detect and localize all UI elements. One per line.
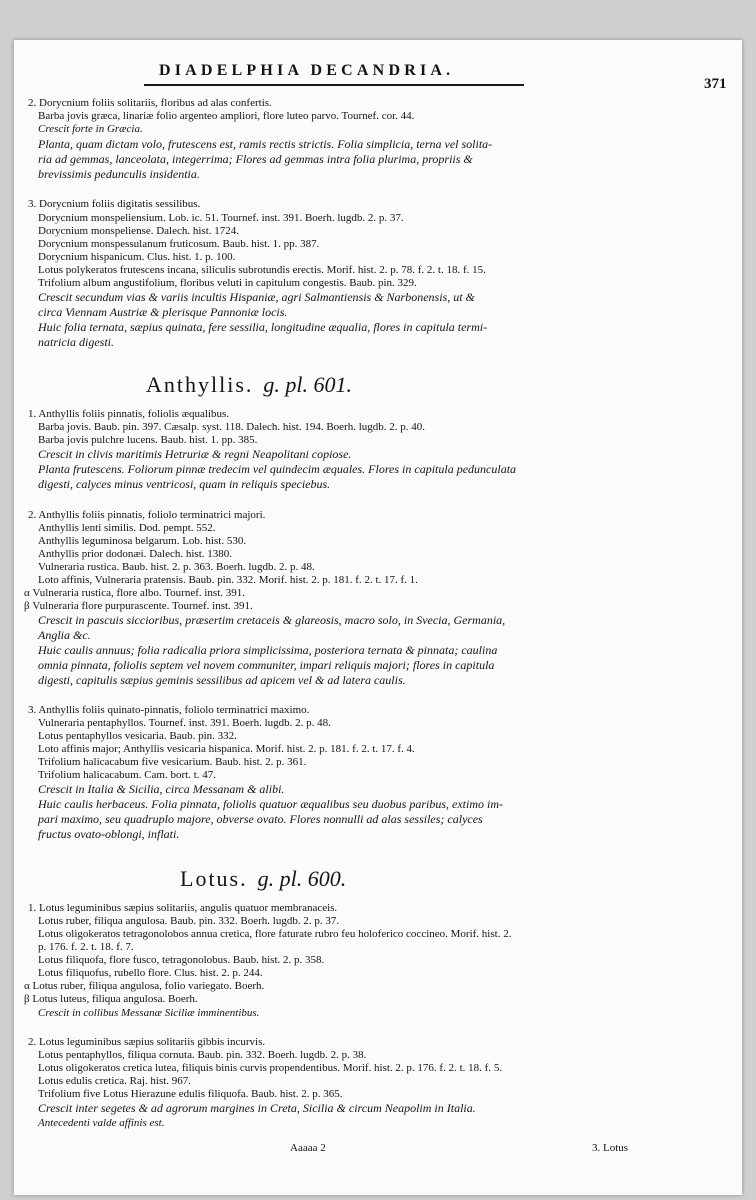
- variety-text: Lotus ruber, filiqua angulosa, folio variegato. Boerh.: [32, 980, 265, 992]
- catchword: 3. Lotus: [592, 1142, 629, 1154]
- anthyllis-2-description: Huic caulis annuus; folia radicalia priora simplicissima, posteriora ternata & pinnata; caulina: [38, 643, 498, 657]
- variety-text: Vulneraria flore purpurascente. Tournef. inst. 391.: [32, 600, 253, 612]
- anthyllis-3-synonym: Trifolium halicacabum five vesicarium. Baub. hist. 2. p. 361.: [38, 756, 307, 768]
- anthyllis-3-heading: 3. Anthyllis foliis quinato-pinnatis, foliolo terminatrici maximo.: [28, 704, 310, 716]
- lotus-2-heading: 2. Lotus leguminibus sæpius solitariis gibbis incurvis.: [28, 1036, 266, 1048]
- lotus-1-synonym: Lotus filiquofus, rubello flore. Clus. hist. 2. p. 244.: [38, 967, 263, 979]
- anthyllis-2-variety-alpha: [24, 587, 245, 600]
- book-page: [14, 40, 742, 1195]
- anthyllis-1-description: digesti, calyces minus ventricosi, quam in reliquis speciebus.: [38, 477, 331, 491]
- signature-mark: Aaaaa 2: [290, 1142, 326, 1154]
- lotus-1-habitat: Crescit in collibus Messanæ Siciliæ imminentibus.: [38, 1007, 260, 1019]
- anthyllis-1-synonym: Barba jovis. Baub. pin. 397. Cæsalp. syst. 118. Dalech. hist. 194. Boerh. lugdb. 2. p. 40.: [38, 421, 426, 433]
- header-rule: [144, 84, 524, 86]
- anthyllis-3-synonym: Vulneraria pentaphyllos. Tournef. inst. 391. Boerh. lugdb. 2. p. 48.: [38, 717, 331, 729]
- anthyllis-2-synonym: Loto affinis, Vulneraria pratensis. Baub. pin. 332. Morif. hist. 2. p. 181. f. 2. t. 17. f. 1.: [38, 574, 418, 586]
- anthyllis-2-variety-beta: [24, 600, 253, 613]
- dorycnium-2-habitat: Crescit forte in Græcia.: [38, 123, 143, 135]
- lotus-2-description: Antecedenti valde affinis est.: [38, 1117, 165, 1129]
- anthyllis-2-synonym: Anthyllis prior dodonæi. Dalech. hist. 1380.: [38, 548, 233, 560]
- dorycnium-3-synonym: Lotus polykeratos frutescens incana, siliculis subrotundis erectis. Morif. hist. 2. p. 78. f. 2. t. 18. f. 15.: [38, 264, 486, 276]
- lotus-2-synonym: Lotus oligokeratos cretica lutea, filiquis binis curvis propendentibus. Morif. hist. 2. p. 176. f. 2. t. 18. f. 5.: [38, 1062, 503, 1074]
- anthyllis-2-description: omnia pinnata, foliolis septem vel novem communiter, impari reliquis majori; flores in capitula: [38, 658, 495, 672]
- variety-marker: α: [24, 587, 30, 599]
- dorycnium-3-heading: 3. Dorycnium foliis digitatis sessilibus.: [28, 198, 201, 210]
- genus-reference: g. pl. 601.: [263, 372, 353, 397]
- lotus-2-synonym: Lotus edulis cretica. Raj. hist. 967.: [38, 1075, 192, 1087]
- lotus-1-synonym: Lotus ruber, filiqua angulosa. Baub. pin. 332. Boerh. lugdb. 2. p. 37.: [38, 915, 340, 927]
- dorycnium-3-description: Huic folia ternata, sæpius quinata, fere sessilia, longitudine æqualia, flores in capitula termi-: [38, 320, 488, 334]
- anthyllis-2-heading: 2. Anthyllis foliis pinnatis, foliolo terminatrici majori.: [28, 509, 266, 521]
- variety-marker: β: [24, 600, 30, 612]
- genus-reference: g. pl. 600.: [257, 866, 347, 891]
- variety-text: Vulneraria rustica, flore albo. Tournef. inst. 391.: [32, 587, 246, 599]
- dorycnium-2-description: brevissimis pedunculis insidentia.: [38, 167, 200, 181]
- lotus-1-synonym: Lotus oligokeratos tetragonolobos annua cretica, flore faturate rubro feu holoferico coccineo. Morif. hist. 2.: [38, 928, 512, 940]
- dorycnium-2-description: Planta, quam dictam volo, frutescens est, ramis rectis strictis. Folia simplicia, terna vel solita-: [38, 137, 493, 151]
- anthyllis-3-description: Huic caulis herbaceus. Folia pinnata, foliolis quatuor æqualibus seu duobus paribus, extimo im-: [38, 797, 503, 811]
- anthyllis-3-description: fructus ovato-oblongi, inflati.: [38, 827, 180, 841]
- variety-text: Lotus luteus, filiqua angulosa. Boerh.: [32, 993, 198, 1005]
- running-header: DIADELPHIA DECANDRIA.: [159, 62, 455, 79]
- dorycnium-3-description: natricia digesti.: [38, 335, 114, 349]
- anthyllis-1-synonym: Barba jovis pulchre lucens. Baub. hist. 1. pp. 385.: [38, 434, 258, 446]
- anthyllis-3-synonym: Trifolium halicacabum. Cam. bort. t. 47.: [38, 769, 217, 781]
- anthyllis-3-description: pari maximo, seu quadruplo majore, obverse ovato. Flores nonnulli ad alas sessiles; calyces: [38, 812, 483, 826]
- dorycnium-3-synonym: Dorycnium monspessulanum fruticosum. Baub. hist. 1. pp. 387.: [38, 238, 320, 250]
- anthyllis-2-synonym: Anthyllis lenti similis. Dod. pempt. 552.: [38, 522, 216, 534]
- page-number: 371: [704, 76, 727, 92]
- dorycnium-3-synonym: Dorycnium hispanicum. Clus. hist. 1. p. 100.: [38, 251, 236, 263]
- dorycnium-2-heading: 2. Dorycnium foliis solitariis, floribus ad alas confertis.: [28, 97, 272, 109]
- dorycnium-3-synonym: Trifolium album angustifolium, floribus veluti in capitulum congestis. Baub. pin. 329.: [38, 277, 417, 289]
- genus-title-lotus: [180, 866, 346, 892]
- anthyllis-1-heading: 1. Anthyllis foliis pinnatis, foliolis æqualibus.: [28, 408, 230, 420]
- anthyllis-2-synonym: Vulneraria rustica. Baub. hist. 2. p. 363. Boerh. lugdb. 2. p. 48.: [38, 561, 315, 573]
- lotus-2-synonym: Trifolium five Lotus Hierazune edulis filiquofa. Baub. hist. 2. p. 365.: [38, 1088, 343, 1100]
- anthyllis-2-synonym: Anthyllis leguminosa belgarum. Lob. hist. 530.: [38, 535, 247, 547]
- anthyllis-1-habitat: Crescit in clivis maritimis Hetruriæ & regni Neapolitani copiose.: [38, 447, 352, 461]
- dorycnium-3-habitat: circa Viennam Austriæ & plerisque Pannoniæ locis.: [38, 305, 288, 319]
- anthyllis-1-description: Planta frutescens. Foliorum pinnæ tredecim vel quindecim æquales. Flores in capitula pedunculata: [38, 462, 517, 476]
- anthyllis-2-description: digesti, capitulis sæpius geminis sessilibus ad apicem vel & ad latera caulis.: [38, 673, 406, 687]
- lotus-1-variety-alpha: [24, 980, 264, 993]
- anthyllis-3-synonym: Lotus pentaphyllos vesicaria. Baub. pin. 332.: [38, 730, 237, 742]
- lotus-2-habitat: Crescit inter segetes & ad agrorum margines in Creta, Sicilia & circum Neapolim in Italia.: [38, 1101, 476, 1115]
- genus-name: Anthyllis.: [146, 372, 254, 397]
- lotus-1-synonym: p. 176. f. 2. t. 18. f. 7.: [38, 941, 134, 953]
- dorycnium-3-synonym: Dorycnium monspeliensium. Lob. ic. 51. Tournef. inst. 391. Boerh. lugdb. 2. p. 37.: [38, 212, 404, 224]
- dorycnium-3-synonym: Dorycnium monspeliense. Dalech. hist. 1724.: [38, 225, 240, 237]
- dorycnium-2-synonym: Barba jovis græca, linariæ folio argenteo ampliori, flore luteo parvo. Tournef. cor. 44.: [38, 110, 415, 122]
- anthyllis-2-habitat: Crescit in pascuis siccioribus, præsertim cretaceis & glareosis, macro solo, in Svecia, Germania,: [38, 613, 506, 627]
- anthyllis-3-habitat: Crescit in Italia & Sicilia, circa Messanam & alibi.: [38, 782, 285, 796]
- lotus-1-synonym: Lotus filiquofa, flore fusco, tetragonolobus. Baub. hist. 2. p. 358.: [38, 954, 325, 966]
- anthyllis-3-synonym: Loto affinis major; Anthyllis vesicaria hispanica. Morif. hist. 2. p. 181. f. 2. t. 17. f. 4.: [38, 743, 415, 755]
- variety-marker: β: [24, 993, 30, 1005]
- dorycnium-2-description: ria ad gemmas, lanceolata, integerrima; Flores ad gemmas intra folia plurima, propriis &: [38, 152, 473, 166]
- lotus-1-heading: 1. Lotus leguminibus sæpius solitariis, angulis quatuor membranaceis.: [28, 902, 338, 914]
- genus-title-anthyllis: [146, 372, 352, 398]
- anthyllis-2-habitat: Anglia &c.: [38, 628, 91, 642]
- genus-name: Lotus.: [180, 866, 248, 891]
- dorycnium-3-habitat: Crescit secundum vias & variis incultis Hispaniæ, agri Salmantiensis & Narbonensis, ut &: [38, 290, 475, 304]
- lotus-2-synonym: Lotus pentaphyllos, filiqua cornuta. Baub. pin. 332. Boerh. lugdb. 2. p. 38.: [38, 1049, 367, 1061]
- variety-marker: α: [24, 980, 30, 992]
- lotus-1-variety-beta: [24, 993, 198, 1006]
